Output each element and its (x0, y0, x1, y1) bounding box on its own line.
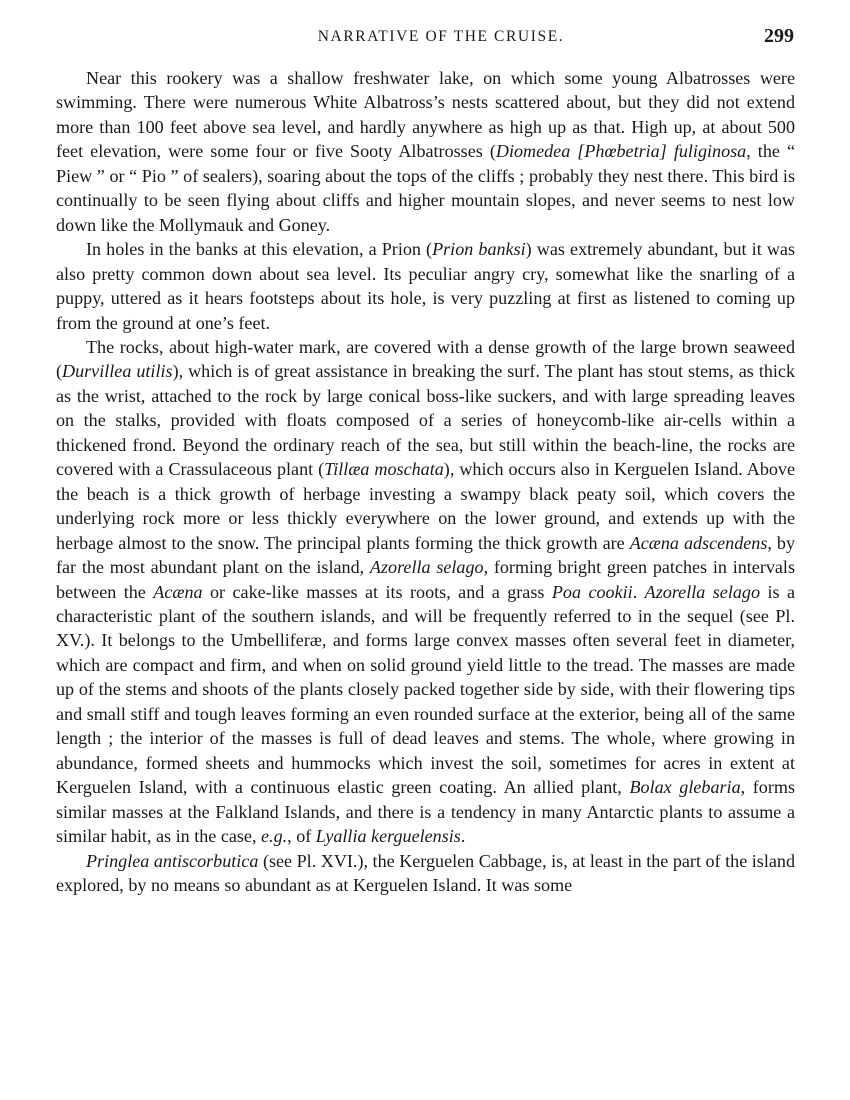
paragraph-albatrosses (56, 66, 795, 237)
text-run: . (632, 581, 645, 602)
italic-text: Prion banksi (432, 239, 526, 260)
italic-text: Azorella selago (644, 581, 761, 602)
text-run: , forms similar masses at the Falkland Islands, and there is a tendency in many Antarctic plants to assume a similar habit, as in the case, (56, 777, 795, 847)
italic-text: Poa cookii (551, 581, 633, 602)
paragraph-kerguelen-cabbage (56, 849, 795, 898)
italic-text: Tillæa moschata (324, 459, 444, 480)
italic-text: e.g. (261, 826, 288, 847)
text-run: is a characteristic plant of the southern islands, and will be frequently referred to in the sequel (see Pl. XV.). It belongs to the Umbelliferæ, and forms large convex masses often several feet in diameter, which are compact and firm, and when on solid ground yield little to the tread. The masses are made up of the stems and shoots of the plants closely packed together side by side, with their flowering tips and small stiff and tough leaves forming an even rounded surface at the exterior, being all of the same length ; the interior of the masses is full of dead leaves and stems. The whole, where growing in abundance, formed sheets and hummocks which invest the soil, sometimes for acres in extent at Kerguelen Island, with a continuous elastic green coating. An allied plant, (56, 581, 796, 798)
text-run: Near this rookery was a shallow freshwater lake, on which some young Albatrosses were swimming. There were numerous White Albatross’s nests scattered about, but they did not extend more than 100 feet above sea level, and hardly anywhere as high up as that. High up, at about 500 feet elevation, were some four or five Sooty Albatrosses ( (56, 68, 795, 162)
italic-text: Lyallia kerguelensis (315, 826, 461, 847)
text-run: The rocks, about high-water mark, are covered with a dense growth of the large brown seaweed ( (56, 336, 795, 382)
italic-text: Acæna adscendens (629, 532, 768, 553)
running-title: NARRATIVE OF THE CRUISE. (317, 28, 565, 45)
text-run: In holes in the banks at this elevation, a Prion ( (86, 239, 433, 260)
italic-text: Diomedea [Phœbetria] fuliginosa (495, 141, 747, 162)
paragraph-seaweed-and-plants (56, 335, 795, 849)
text-run: . (460, 826, 466, 847)
text-run: , by far the most abundant plant on the island, (56, 532, 795, 578)
text-run: ), which is of great assistance in breaking the surf. The plant has stout stems, as thick as the wrist, attached to the rock by large conical boss-like suckers, and with large spreading leaves on the stalks, provided with floats composed of a series of honeycomb-like air-cells within a thickened frond. Beyond the ordinary reach of the sea, but still within the beach-line, the rocks are covered with a Crassulaceous plant ( (56, 361, 795, 480)
running-head (88, 25, 794, 54)
italic-text: Acæna (153, 581, 203, 602)
italic-text: Bolax glebaria (629, 777, 741, 798)
italic-text: Pringlea antiscorbutica (86, 850, 259, 871)
paragraph-prion (56, 237, 795, 335)
italic-text: Azorella selago (369, 557, 484, 578)
page-number: 299 (764, 25, 794, 47)
text-run: ), which occurs also in Kerguelen Island. Above the beach is a thick growth of herbage investing a swampy black peaty soil, which covers the underlying rock more or less thickly everywhere on the lower ground, and extends up with the herbage almost to the snow. The principal plants forming the thick growth are (56, 459, 796, 553)
text-run: or cake-like masses at its roots, and a grass (202, 581, 552, 602)
text-run: , of (287, 826, 316, 847)
text-run: ) was extremely abundant, but it was also pretty common down about sea level. Its peculiar angry cry, somewhat like the snarling of a puppy, uttered as it hears footsteps about its hole, is very puzzling at first as listened to coming up from the ground at one’s feet. (56, 239, 795, 333)
italic-text: Durvillea utilis (62, 361, 173, 382)
text-run: (see Pl. XVI.), the Kerguelen Cabbage, is, at least in the part of the island explored, by no means so abundant as at Kerguelen Island. It was some (56, 850, 795, 895)
body-text (56, 66, 795, 897)
text-run: , the “ Piew ” or “ Pio ” of sealers), soaring about the tops of the cliffs ; probably they nest there. This bird is continually to be seen flying about cliffs and higher mountain slopes, and never seems to nest low down like the Mollymauk and Goney. (56, 141, 795, 235)
text-run: , forming bright green patches in intervals between the (56, 557, 795, 602)
